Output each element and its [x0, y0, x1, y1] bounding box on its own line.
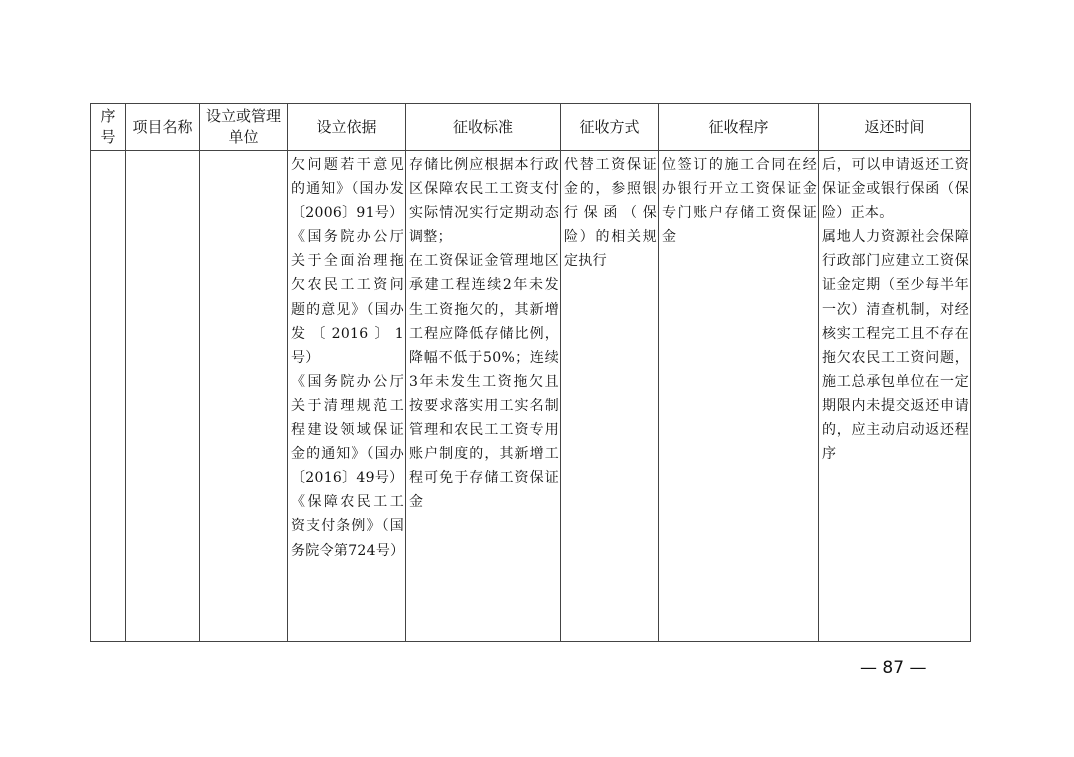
- refund-time-text: 后，可以申请返还工资保证金或银行保函（保险）正本。 属地人力资源社会保障行政部门应建立工资保证金定期（至少每半年一次）清查机制，对经核实工程完工且不存在拖欠农民工工资问题，施工总承包单位在一定期限内未提交返还申请的，应主动启动返还程序: [822, 157, 969, 463]
- table-row: [91, 151, 971, 642]
- cell-serial: [91, 151, 126, 642]
- cell-basis: [288, 151, 406, 642]
- method-text: 代替工资保证金的，参照银行保函（保险）的相关规定执行: [564, 157, 657, 270]
- procedure-text: 位签订的施工合同在经办银行开立工资保证金专门账户存储工资保证金: [662, 157, 817, 246]
- header-item-name: 项目名称: [126, 104, 200, 151]
- cell-refund-time: [819, 151, 971, 642]
- fee-table: [90, 103, 971, 642]
- page-number: — 87 —: [860, 658, 927, 678]
- header-method: 征收方式: [561, 104, 659, 151]
- header-standard: 征收标准: [406, 104, 561, 151]
- cell-procedure: [659, 151, 819, 642]
- cell-managing-unit: [200, 151, 288, 642]
- header-row: [91, 104, 971, 151]
- header-procedure: 征收程序: [659, 104, 819, 151]
- cell-standard: [406, 151, 561, 642]
- basis-text: 欠问题若干意见的通知》（国办发〔2006〕91号） 《国务院办公厅关于全面治理拖欠农民工工资问题的意见》（国办发〔2016〕1号） 《国务院办公厅关于清理规范工程建设领域保证金的通知》（国办〔2016〕49号） 《保障农民工工资支付条例》（国务院令第724号）: [291, 157, 405, 559]
- cell-item-name: [126, 151, 200, 642]
- cell-method: [561, 151, 659, 642]
- header-serial: 序号: [91, 104, 126, 151]
- header-managing-unit: 设立或管理单位: [200, 104, 288, 151]
- header-refund-time: 返还时间: [819, 104, 971, 151]
- standard-text: 存储比例应根据本行政区保障农民工工资支付实际情况实行定期动态调整； 在工资保证金管理地区承建工程连续2年未发生工资拖欠的，其新增工程应降低存储比例，降幅不低于50%；连续3年未发生工资拖欠且按要求落实用工实名制管理和农民工工资专用账户制度的，其新增工程可免于存储工资保证金: [409, 157, 559, 511]
- header-basis: 设立依据: [288, 104, 406, 151]
